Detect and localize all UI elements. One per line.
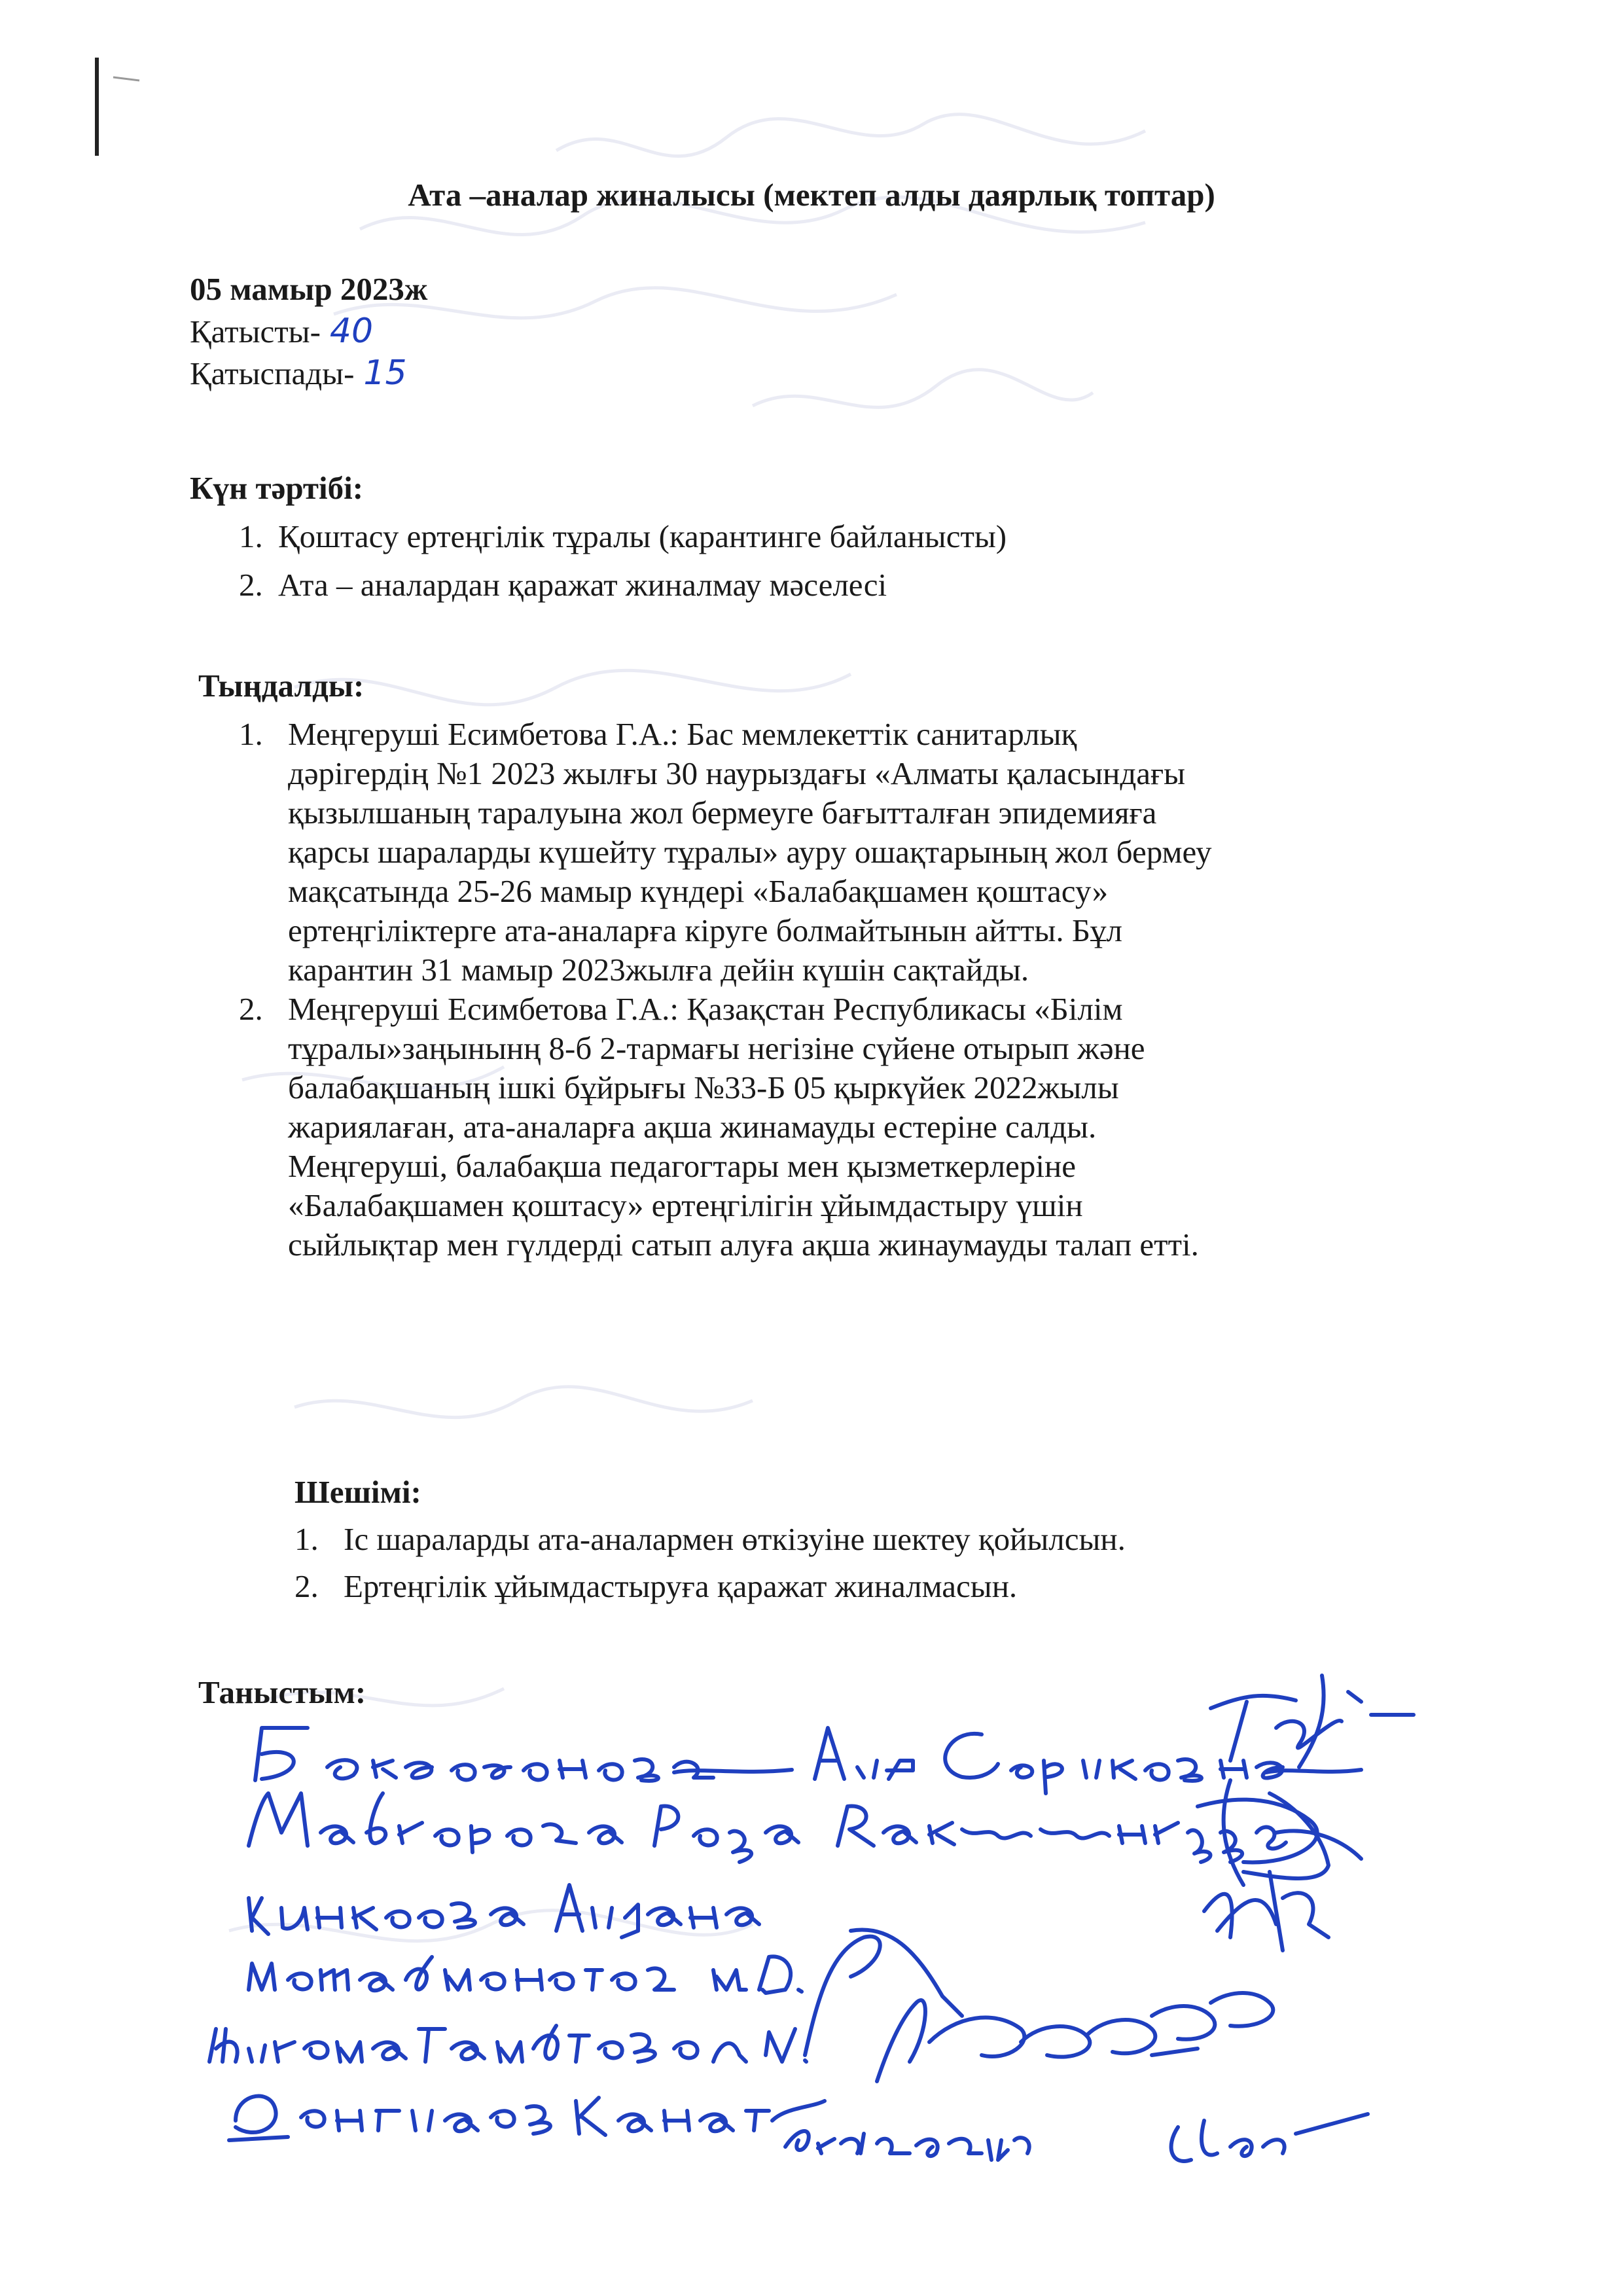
agenda-item-text: Қоштасу ертеңгілік тұралы (карантинге байланысты) (278, 518, 1007, 554)
agenda-heading: Күн тәртібі: (190, 470, 364, 506)
signature-name-4 (249, 1956, 802, 1993)
signature-name-6 (229, 2096, 1029, 2160)
signature-mark-6 (1171, 2114, 1368, 2161)
meeting-date: 05 мамыр 2023ж (190, 271, 428, 307)
heard-line: Меңгеруші Есимбетова Г.А.: Бас мемлекеттік санитарлық (288, 716, 1077, 752)
heard-line: Меңгеруші Есимбетова Г.А.: Қазақстан Республикасы «Білім (288, 991, 1123, 1027)
agenda-item-text: Ата – аналардан қаражат жиналмау мәселесі (278, 567, 887, 603)
heard-line: балабақшаның ішкі бұйрығы №33-Б 05 қыркүйек 2022жылы (288, 1069, 1119, 1105)
heard-line: ертеңгіліктерге ата-аналарға кіруге болмайтынын айтты. Бұл (288, 912, 1122, 948)
decision-item-text: Іс шараларды ата-аналармен өткізуіне шектеу қойылсын. (344, 1521, 1126, 1557)
heard-heading: Тыңдалды: (198, 668, 365, 704)
absent-value: 15 (363, 353, 407, 393)
present-label: Қатысты- (190, 314, 321, 350)
signature-name-5 (209, 2026, 806, 2062)
heard-line: тұралы»заңынынң 8-б 2-тармағы негізіне сүйене отырып және (288, 1030, 1145, 1066)
heard-line: Меңгеруші, балабақша педагогтары мен қызметкерлеріне (288, 1148, 1076, 1184)
agenda-item-num: 1. (239, 518, 263, 554)
decision-item-num: 2. (294, 1568, 319, 1604)
signature-name-2 (249, 1793, 1286, 1862)
heard-line: сыйлықтар мен гүлдерді сатып алуға ақша жинаумауды талап етті. (288, 1227, 1199, 1263)
heard-line: қарсы шараларды күшейту тұралы» ауру ошақтарының жол бермеу (288, 834, 1212, 870)
present-value: 40 (329, 312, 374, 351)
decision-heading: Шешімі: (294, 1474, 421, 1510)
heard-line: жариялаған, ата-аналарға ақша жинамауды естеріне салды. (288, 1109, 1097, 1145)
heard-line: карантин 31 мамыр 2023жылға дейін күшін сақтайды. (288, 952, 1029, 988)
acknowledged-heading: Таныстым: (198, 1674, 366, 1710)
signature-mark-3 (1204, 1872, 1329, 1950)
signature-name-3 (249, 1885, 759, 1937)
signature-name-1 (255, 1728, 1361, 1793)
heard-item-num: 1. (239, 716, 263, 752)
heard-line: мақсатында 25-26 мамыр күндері «Балабақшамен қоштасу» (288, 873, 1109, 909)
document-title: Ата –аналар жиналысы (мектеп алды даярлық топтар) (408, 177, 1215, 213)
signature-mark-5 (877, 1993, 1273, 2081)
heard-line: қызылшаның таралуына жол бермеуге бағытталған эпидемияға (288, 795, 1157, 831)
decision-item-num: 1. (294, 1521, 319, 1557)
heard-item-num: 2. (239, 991, 263, 1027)
signature-mark-1 (1211, 1676, 1414, 1767)
decision-item-text: Ертеңгілік ұйымдастыруға қаражат жиналмасын. (344, 1568, 1018, 1604)
agenda-item-num: 2. (239, 567, 263, 603)
heard-line: дәрігердің №1 2023 жылғы 30 наурыздағы «Алматы қаласындағы (288, 755, 1186, 791)
absent-label: Қатыспады- (190, 355, 355, 391)
heard-line: «Балабақшамен қоштасу» ертеңгілігін ұйымдастыру үшін (288, 1187, 1083, 1223)
